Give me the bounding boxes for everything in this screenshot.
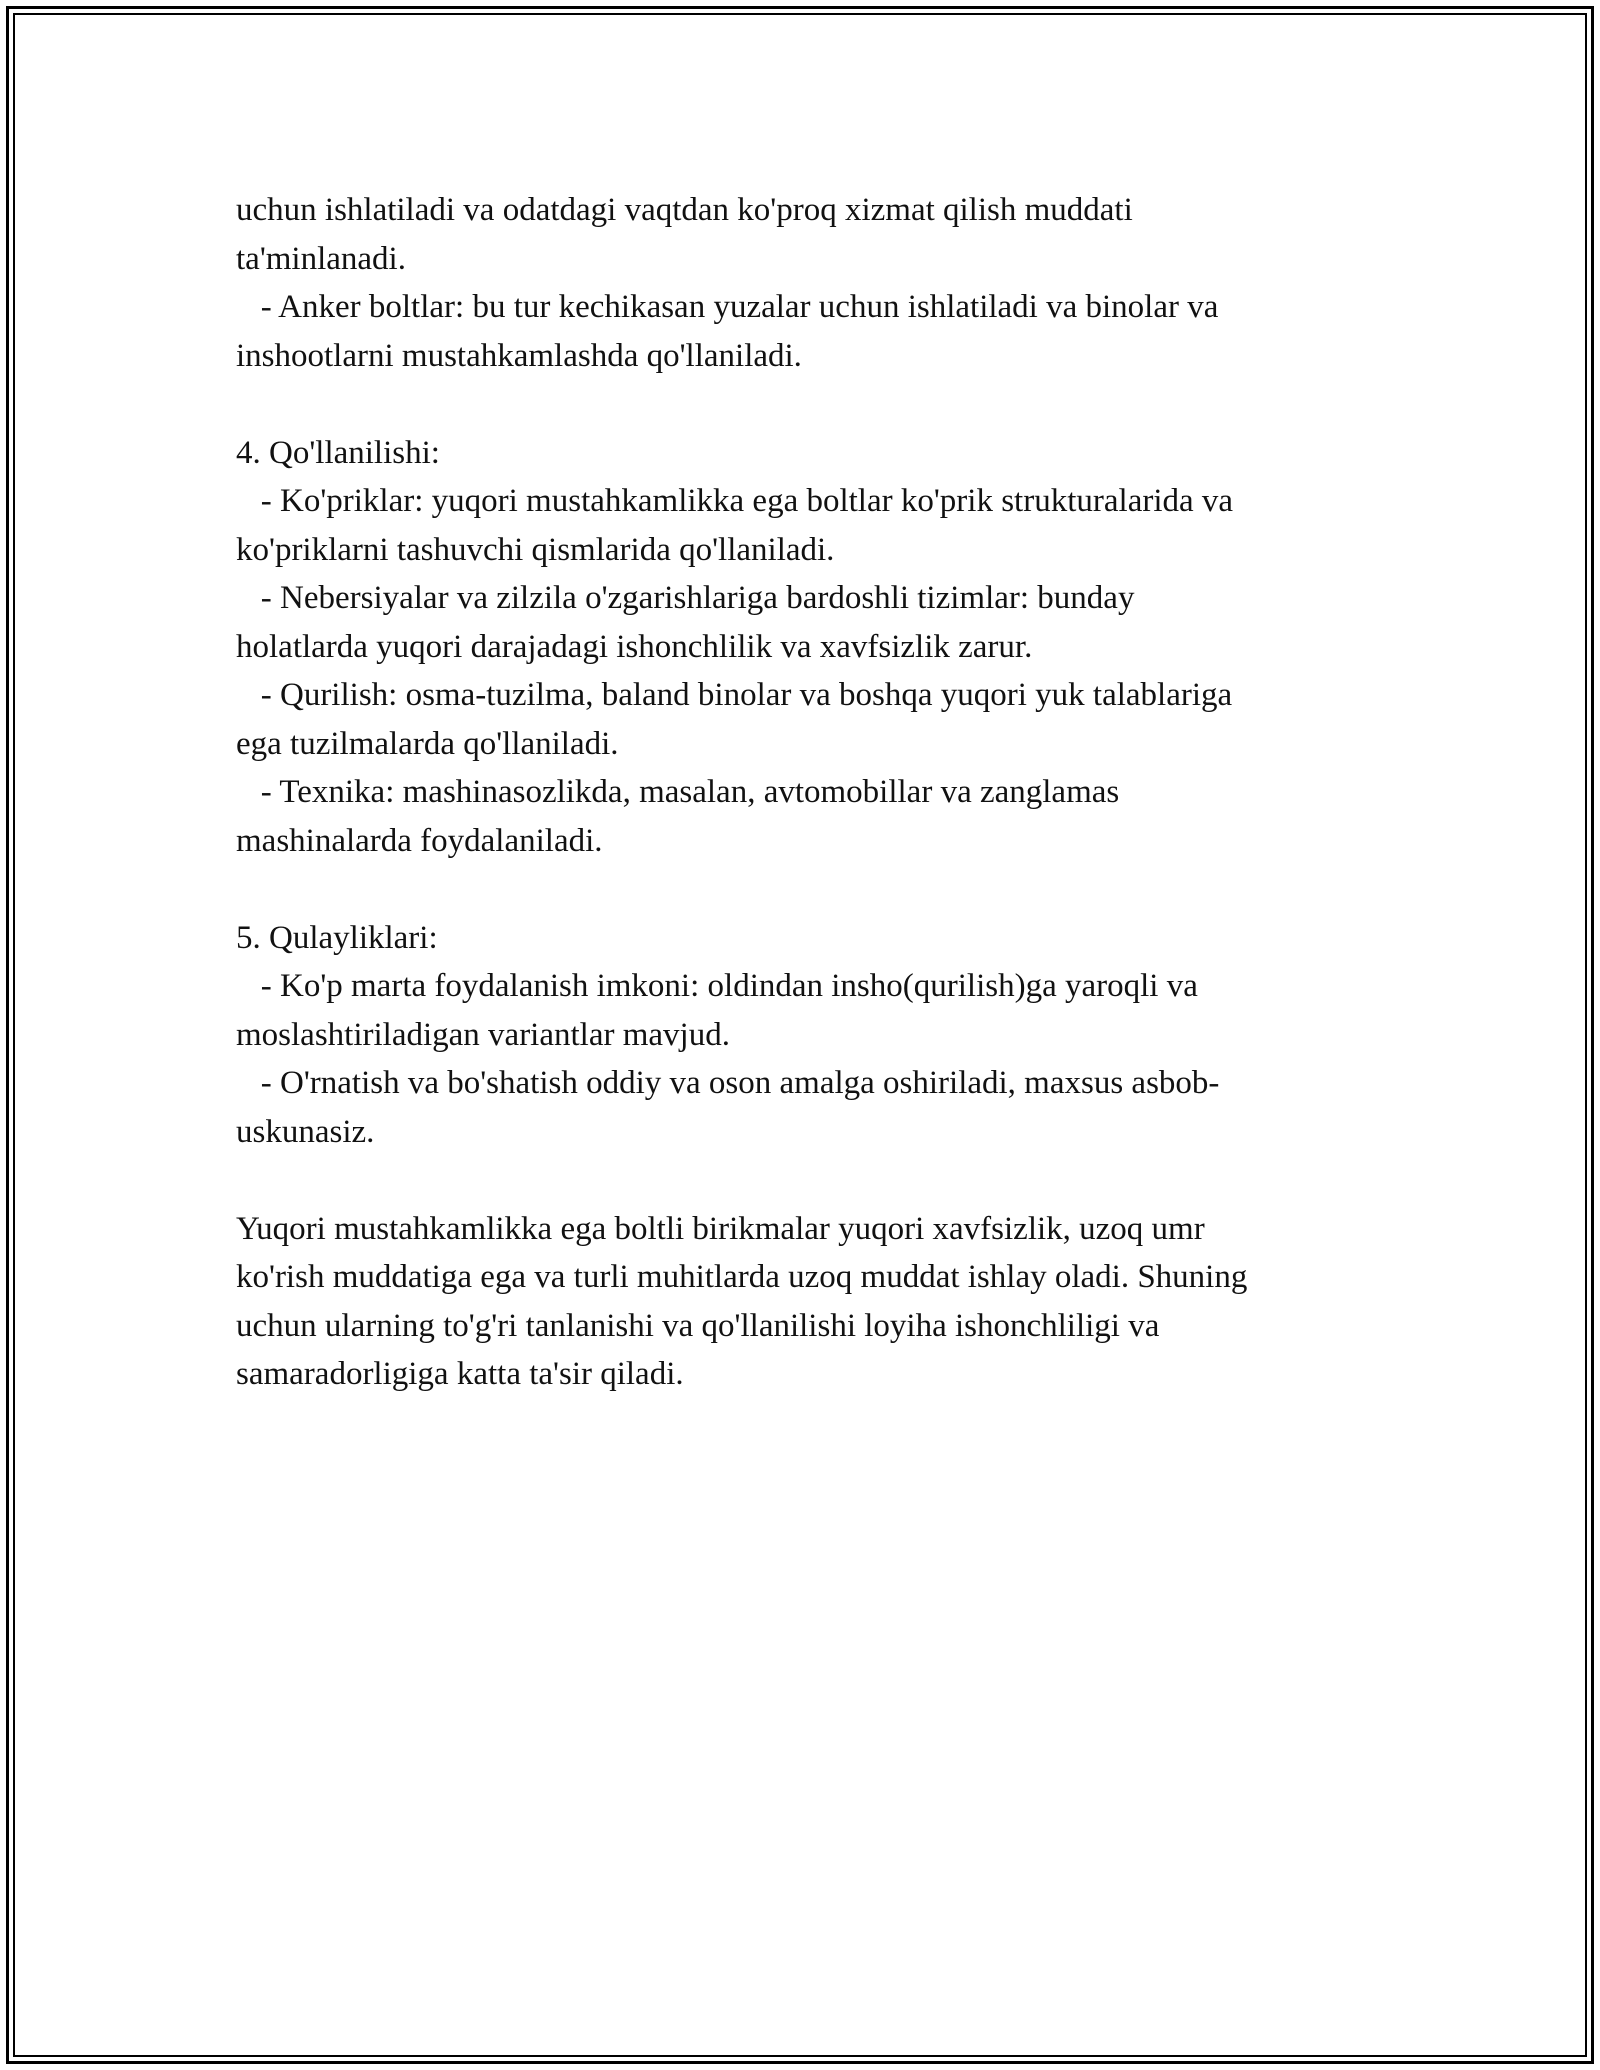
text-line: ega tuzilmalarda qo'llaniladi. (236, 725, 619, 762)
section-heading-qollanilishi: 4. Qo'llanilishi: (236, 434, 440, 471)
conclusion-paragraph-line: uchun ularning to'g'ri tanlanishi va qo'llanilishi loyiha ishonchliligi va (236, 1307, 1160, 1344)
list-item-anker-boltlar: - Anker boltlar: bu tur kechikasan yuzalar uchun ishlatiladi va binolar va (236, 289, 1219, 325)
conclusion-paragraph-line: ko'rish muddatiga ega va turli muhitlarda uzoq muddat ishlay oladi. Shuning (236, 1259, 1248, 1295)
document-body (236, 186, 1376, 1399)
conclusion-paragraph-line: samaradorligiga katta ta'sir qiladi. (236, 1356, 684, 1392)
text-line: moslashtiriladigan variantlar mavjud. (236, 1016, 730, 1053)
list-item-qurilish: - Qurilish: osma-tuzilma, baland binolar va boshqa yuqori yuk talablariga (236, 677, 1233, 713)
list-item-texnika: - Texnika: mashinasozlikda, masalan, avtomobillar va zanglamas (236, 774, 1120, 810)
paragraph-gap (236, 1156, 1376, 1205)
list-item-nebersiyalar: - Nebersiyalar va zilzila o'zgarishlariga bardoshli tizimlar: bunday (236, 580, 1135, 616)
text-line: inshootlarni mustahkamlashda qo'llaniladi. (236, 337, 802, 374)
text-line: ko'priklarni tashuvchi qismlarida qo'llaniladi. (236, 531, 835, 568)
list-item-kopriklar: - Ko'priklar: yuqori mustahkamlikka ega boltlar ko'prik strukturalarida va (236, 483, 1234, 519)
conclusion-paragraph-line: Yuqori mustahkamlikka ega boltli birikmalar yuqori xavfsizlik, uzoq umr (236, 1210, 1205, 1247)
text-line: ta'minlanadi. (236, 240, 406, 277)
paragraph-gap (236, 380, 1376, 429)
text-line: uchun ishlatiladi va odatdagi vaqtdan ko'proq xizmat qilish muddati (236, 192, 1133, 228)
text-line: mashinalarda foydalaniladi. (236, 822, 603, 859)
text-line: holatlarda yuqori darajadagi ishonchlilik va xavfsizlik zarur. (236, 628, 1033, 665)
list-item-kop-marta: - Ko'p marta foydalanish imkoni: oldindan insho(qurilish)ga yaroqli va (236, 968, 1198, 1004)
section-heading-qulayliklari: 5. Qulayliklari: (236, 919, 438, 956)
list-item-ornatish: - O'rnatish va bo'shatish oddiy va oson amalga oshiriladi, maxsus asbob- (236, 1065, 1220, 1101)
text-line: uskunasiz. (236, 1113, 375, 1150)
paragraph-gap (236, 865, 1376, 914)
